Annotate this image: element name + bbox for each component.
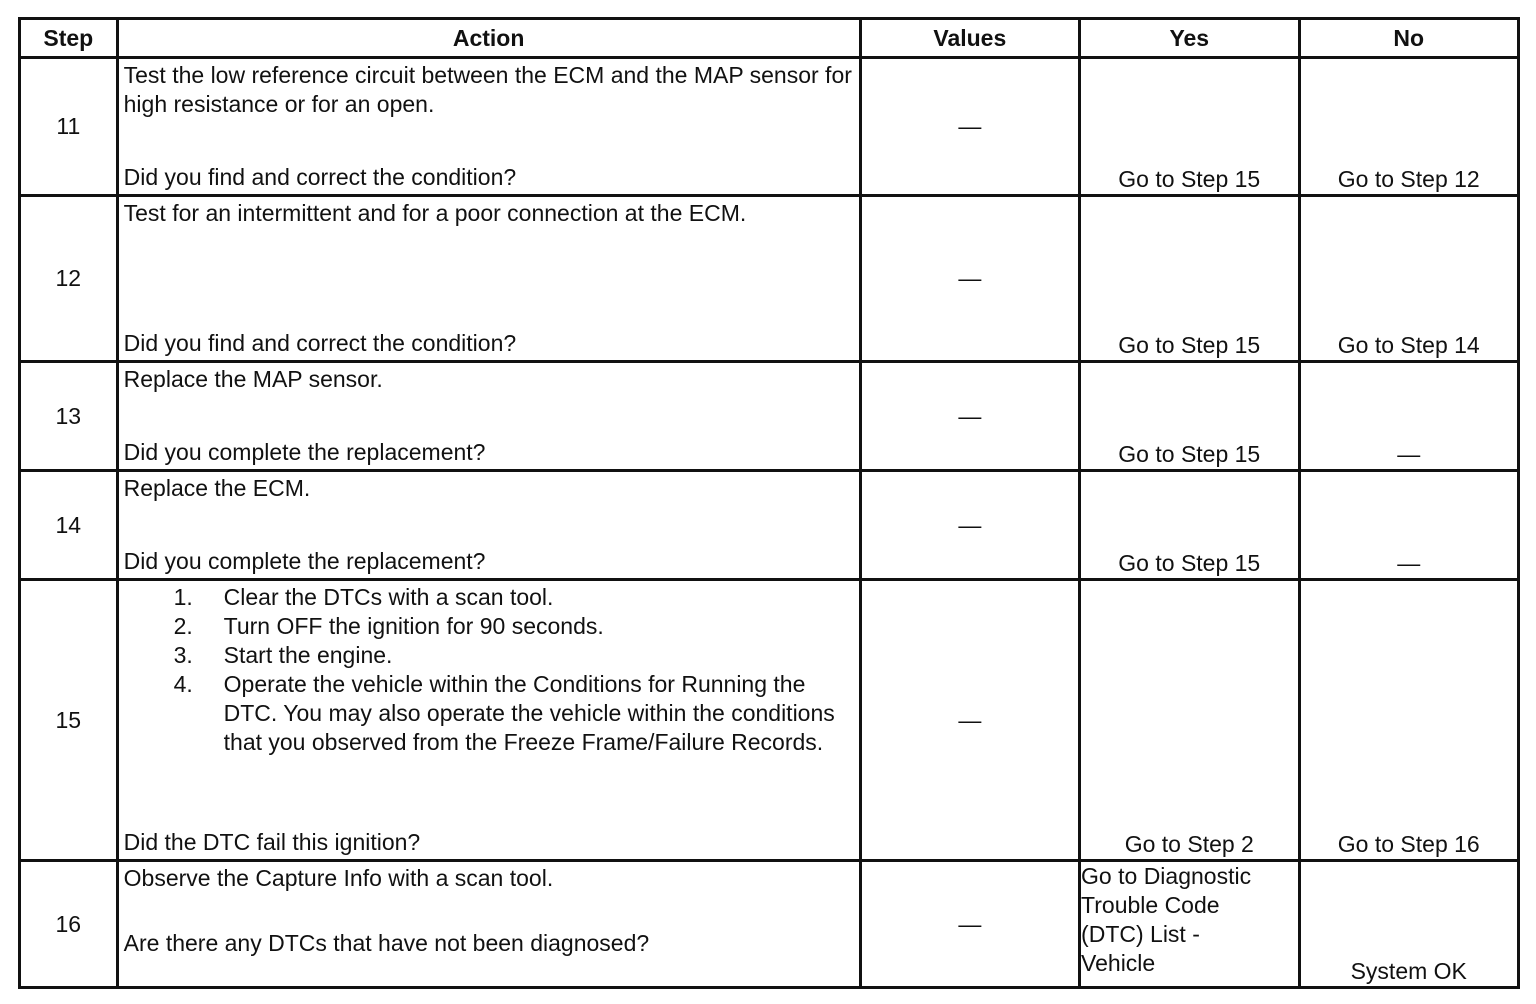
yes-cell: Go to Step 15 [1080,471,1299,580]
action-instruction: Observe the Capture Info with a scan tool. [123,865,554,891]
step-number: 14 [20,471,118,580]
no-cell: Go to Step 16 [1299,580,1519,861]
list-item-text: Clear the DTCs with a scan tool. [223,584,554,610]
list-item [174,583,854,612]
yes-line: Vehicle [1081,950,1156,976]
list-item-text: Operate the vehicle within the Conditions for Running the DTC. You may also operate the vehicle within the conditions that you observed from the Freeze Frame/Failure Records. [223,671,835,755]
values-cell: — [860,362,1079,471]
list-item-text: Turn OFF the ignition for 90 seconds. [223,613,604,639]
yes-outcome-text [1081,862,1297,978]
list-item [174,641,854,670]
header-values: Values [860,19,1079,58]
yes-cell: Go to Step 2 [1080,580,1299,861]
header-row [20,19,1519,58]
yes-cell [1080,861,1299,988]
list-item [174,612,854,641]
table-row-step-13 [20,362,1519,471]
yes-cell: Go to Step 15 [1080,58,1299,196]
table-row-step-14 [20,471,1519,580]
list-item-number: 3. [173,642,193,668]
step-number: 16 [20,861,118,988]
action-cell [117,362,860,471]
step-number: 12 [20,196,118,362]
diagnostic-table [18,17,1520,989]
action-instruction: Replace the ECM. [123,475,311,501]
action-instruction: Replace the MAP sensor. [123,366,383,392]
action-instruction: Test the low reference circuit between the ECM and the MAP sensor for high resistance or for an open. [123,62,852,117]
yes-line: Trouble Code [1081,892,1220,918]
yes-line: (DTC) List - [1081,921,1200,947]
no-cell: — [1299,362,1519,471]
header-action: Action [117,19,860,58]
action-cell [117,58,860,196]
values-cell: — [860,580,1079,861]
header-yes: Yes [1080,19,1299,58]
values-cell: — [860,58,1079,196]
list-item-number: 2. [173,613,193,639]
table-row-step-16 [20,861,1519,988]
header-step: Step [20,19,118,58]
step-number: 15 [20,580,118,861]
step-number: 13 [20,362,118,471]
action-instruction: Test for an intermittent and for a poor connection at the ECM. [123,200,747,226]
no-cell: Go to Step 14 [1299,196,1519,362]
values-cell: — [860,471,1079,580]
list-item-number: 1. [173,584,193,610]
procedure-list [124,583,854,757]
table-row-step-11 [20,58,1519,196]
no-cell: System OK [1299,861,1519,988]
step-number: 11 [20,58,118,196]
values-cell: — [860,861,1079,988]
action-cell [117,580,860,861]
action-question: Did the DTC fail this ignition? [123,829,421,855]
header-no: No [1299,19,1519,58]
action-cell [117,471,860,580]
action-question: Did you find and correct the condition? [123,330,517,356]
action-question: Did you find and correct the condition? [123,164,517,190]
yes-cell: Go to Step 15 [1080,362,1299,471]
action-cell [117,196,860,362]
list-item [174,670,854,757]
table-row-step-12 [20,196,1519,362]
yes-line: Go to Diagnostic [1081,863,1252,889]
values-cell: — [860,196,1079,362]
no-cell: Go to Step 12 [1299,58,1519,196]
table-row-step-15 [20,580,1519,861]
list-item-number: 4. [173,671,193,697]
action-question: Did you complete the replacement? [123,548,486,574]
action-cell [117,861,860,988]
no-cell: — [1299,471,1519,580]
action-question: Did you complete the replacement? [123,439,486,465]
list-item-text: Start the engine. [223,642,393,668]
yes-cell: Go to Step 15 [1080,196,1299,362]
action-question: Are there any DTCs that have not been diagnosed? [123,930,650,956]
